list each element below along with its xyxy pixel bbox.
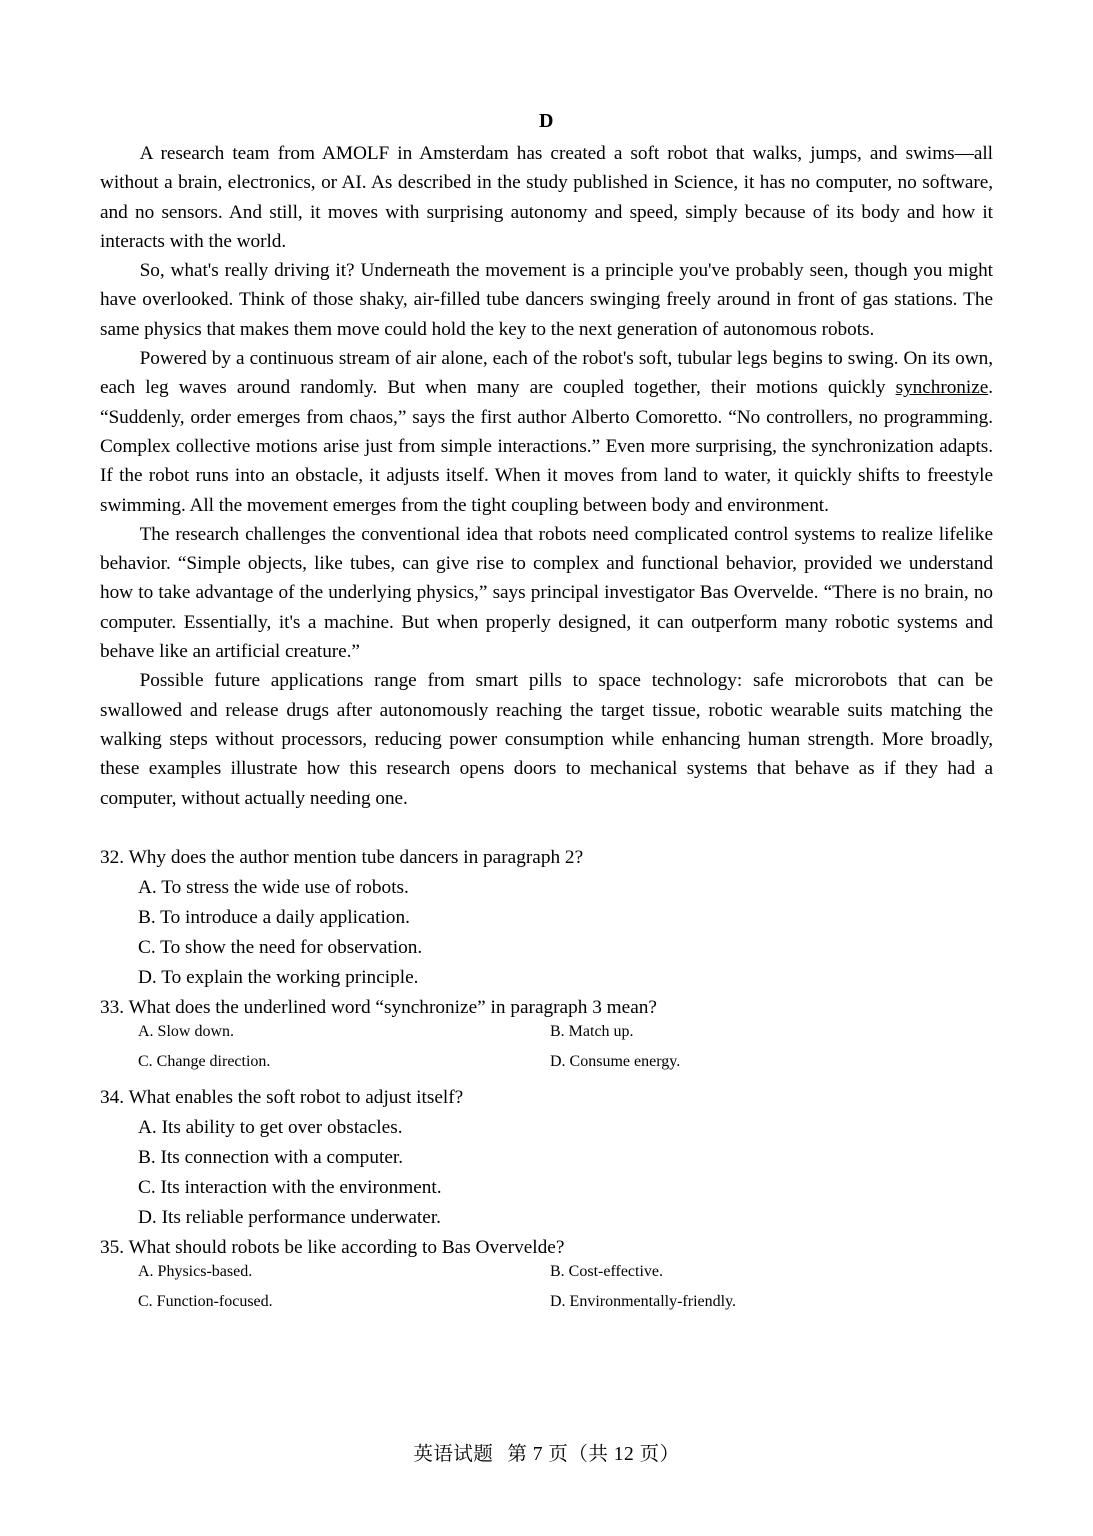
question-35 xyxy=(100,1233,993,1323)
passage-paragraph-2: So, what's really driving it? Underneath the movement is a principle you've probably seen, though you might have overlooked. Think of those shaky, air-filled tube dancers swinging freely around in front of gas stations. The same physics that makes them move could hold the key to the next generation of autonomous robots. xyxy=(100,260,993,340)
option-d[interactable]: D. Environmentally-friendly. xyxy=(550,1292,737,1310)
option-row-ab xyxy=(100,1263,993,1293)
option-row-cd xyxy=(100,1293,993,1323)
passage-paragraph-5: Possible future applications range from smart pills to space technology: safe microrobots that can be swallowed and release drugs after autonomously reaching the target tissue, robotic wearable suits matching the walking steps without processors, reducing power consumption while enhancing human strength. More broadly, these examples illustrate how this research opens doors to mechanical systems that behave as if they had a computer, without actually needing one. xyxy=(100,670,993,809)
paragraph3-before: Powered by a continuous stream of air alone, each of the robot's soft, tubular legs begins to swing. On its own, each leg waves around randomly. But when many are coupled together, their motions quickly xyxy=(100,348,993,399)
option-row-ab xyxy=(100,1023,993,1053)
option-b[interactable]: B. Its connection with a computer. xyxy=(138,1146,404,1168)
option-c[interactable]: C. Its interaction with the environment. xyxy=(138,1176,442,1198)
option-d[interactable]: D. Its reliable performance underwater. xyxy=(138,1206,442,1228)
question-stem: 32. Why does the author mention tube dancers in paragraph 2? xyxy=(100,846,584,868)
option-d[interactable]: D. To explain the working principle. xyxy=(138,966,419,988)
page-footer xyxy=(0,1438,1093,1466)
option-d[interactable]: D. Consume energy. xyxy=(550,1052,681,1070)
option-b[interactable]: B. Cost-effective. xyxy=(550,1262,664,1280)
section-letter: D xyxy=(539,110,554,132)
questions-list xyxy=(100,843,993,1323)
footer-page-number: 第 7 页（共 12 页） xyxy=(507,1444,680,1465)
option-b[interactable]: B. Match up. xyxy=(550,1022,634,1040)
underlined-word: synchronize xyxy=(895,377,989,399)
option-a[interactable]: A. Slow down. xyxy=(138,1022,235,1040)
question-stem: 33. What does the underlined word “synchronize” in paragraph 3 mean? xyxy=(100,996,657,1018)
question-32 xyxy=(100,843,993,993)
footer-subject: 英语试题 xyxy=(413,1444,494,1465)
question-stem: 34. What enables the soft robot to adjust itself? xyxy=(100,1086,464,1108)
option-c[interactable]: C. Change direction. xyxy=(138,1052,271,1070)
option-c[interactable]: C. To show the need for observation. xyxy=(138,936,423,958)
passage-paragraph-1: A research team from AMOLF in Amsterdam has created a soft robot that walks, jumps, and swims—all without a brain, electronics, or AI. As described in the study published in Science, it has no computer, no software, and no sensors. And still, it moves with surprising autonomy and speed, simply because of its body and how it interacts with the world. xyxy=(100,143,993,252)
option-b[interactable]: B. To introduce a daily application. xyxy=(138,906,410,928)
option-a[interactable]: A. To stress the wide use of robots. xyxy=(138,876,409,898)
option-c[interactable]: C. Function-focused. xyxy=(138,1292,273,1310)
paragraph3-after: . “Suddenly, order emerges from chaos,” says the first author Alberto Comoretto. “No controllers, no programming. Complex collective motions arise just from simple interactions.” Even more surprising, the synchronization adapts. If the robot runs into an obstacle, it adjusts itself. When it moves from land to water, it quickly shifts to freestyle swimming. All the movement emerges from the tight coupling between body and environment. xyxy=(100,377,993,516)
question-33 xyxy=(100,993,993,1083)
option-row-cd xyxy=(100,1053,993,1083)
question-stem: 35. What should robots be like according to Bas Overvelde? xyxy=(100,1236,565,1258)
reading-passage xyxy=(100,139,993,813)
option-a[interactable]: A. Physics-based. xyxy=(138,1262,253,1280)
passage-paragraph-3 xyxy=(100,344,993,520)
question-34 xyxy=(100,1083,993,1233)
passage-paragraph-4: The research challenges the conventional idea that robots need complicated control systems to realize lifelike behavior. “Simple objects, like tubes, can give rise to complex and functional behavior, provided we understand how to take advantage of the underlying physics,” says principal investigator Bas Overvelde. “There is no brain, no computer. Essentially, it's a machine. But when properly designed, it can outperform many robotic systems and behave like an artificial creature.” xyxy=(100,523,993,663)
option-a[interactable]: A. Its ability to get over obstacles. xyxy=(138,1116,403,1138)
